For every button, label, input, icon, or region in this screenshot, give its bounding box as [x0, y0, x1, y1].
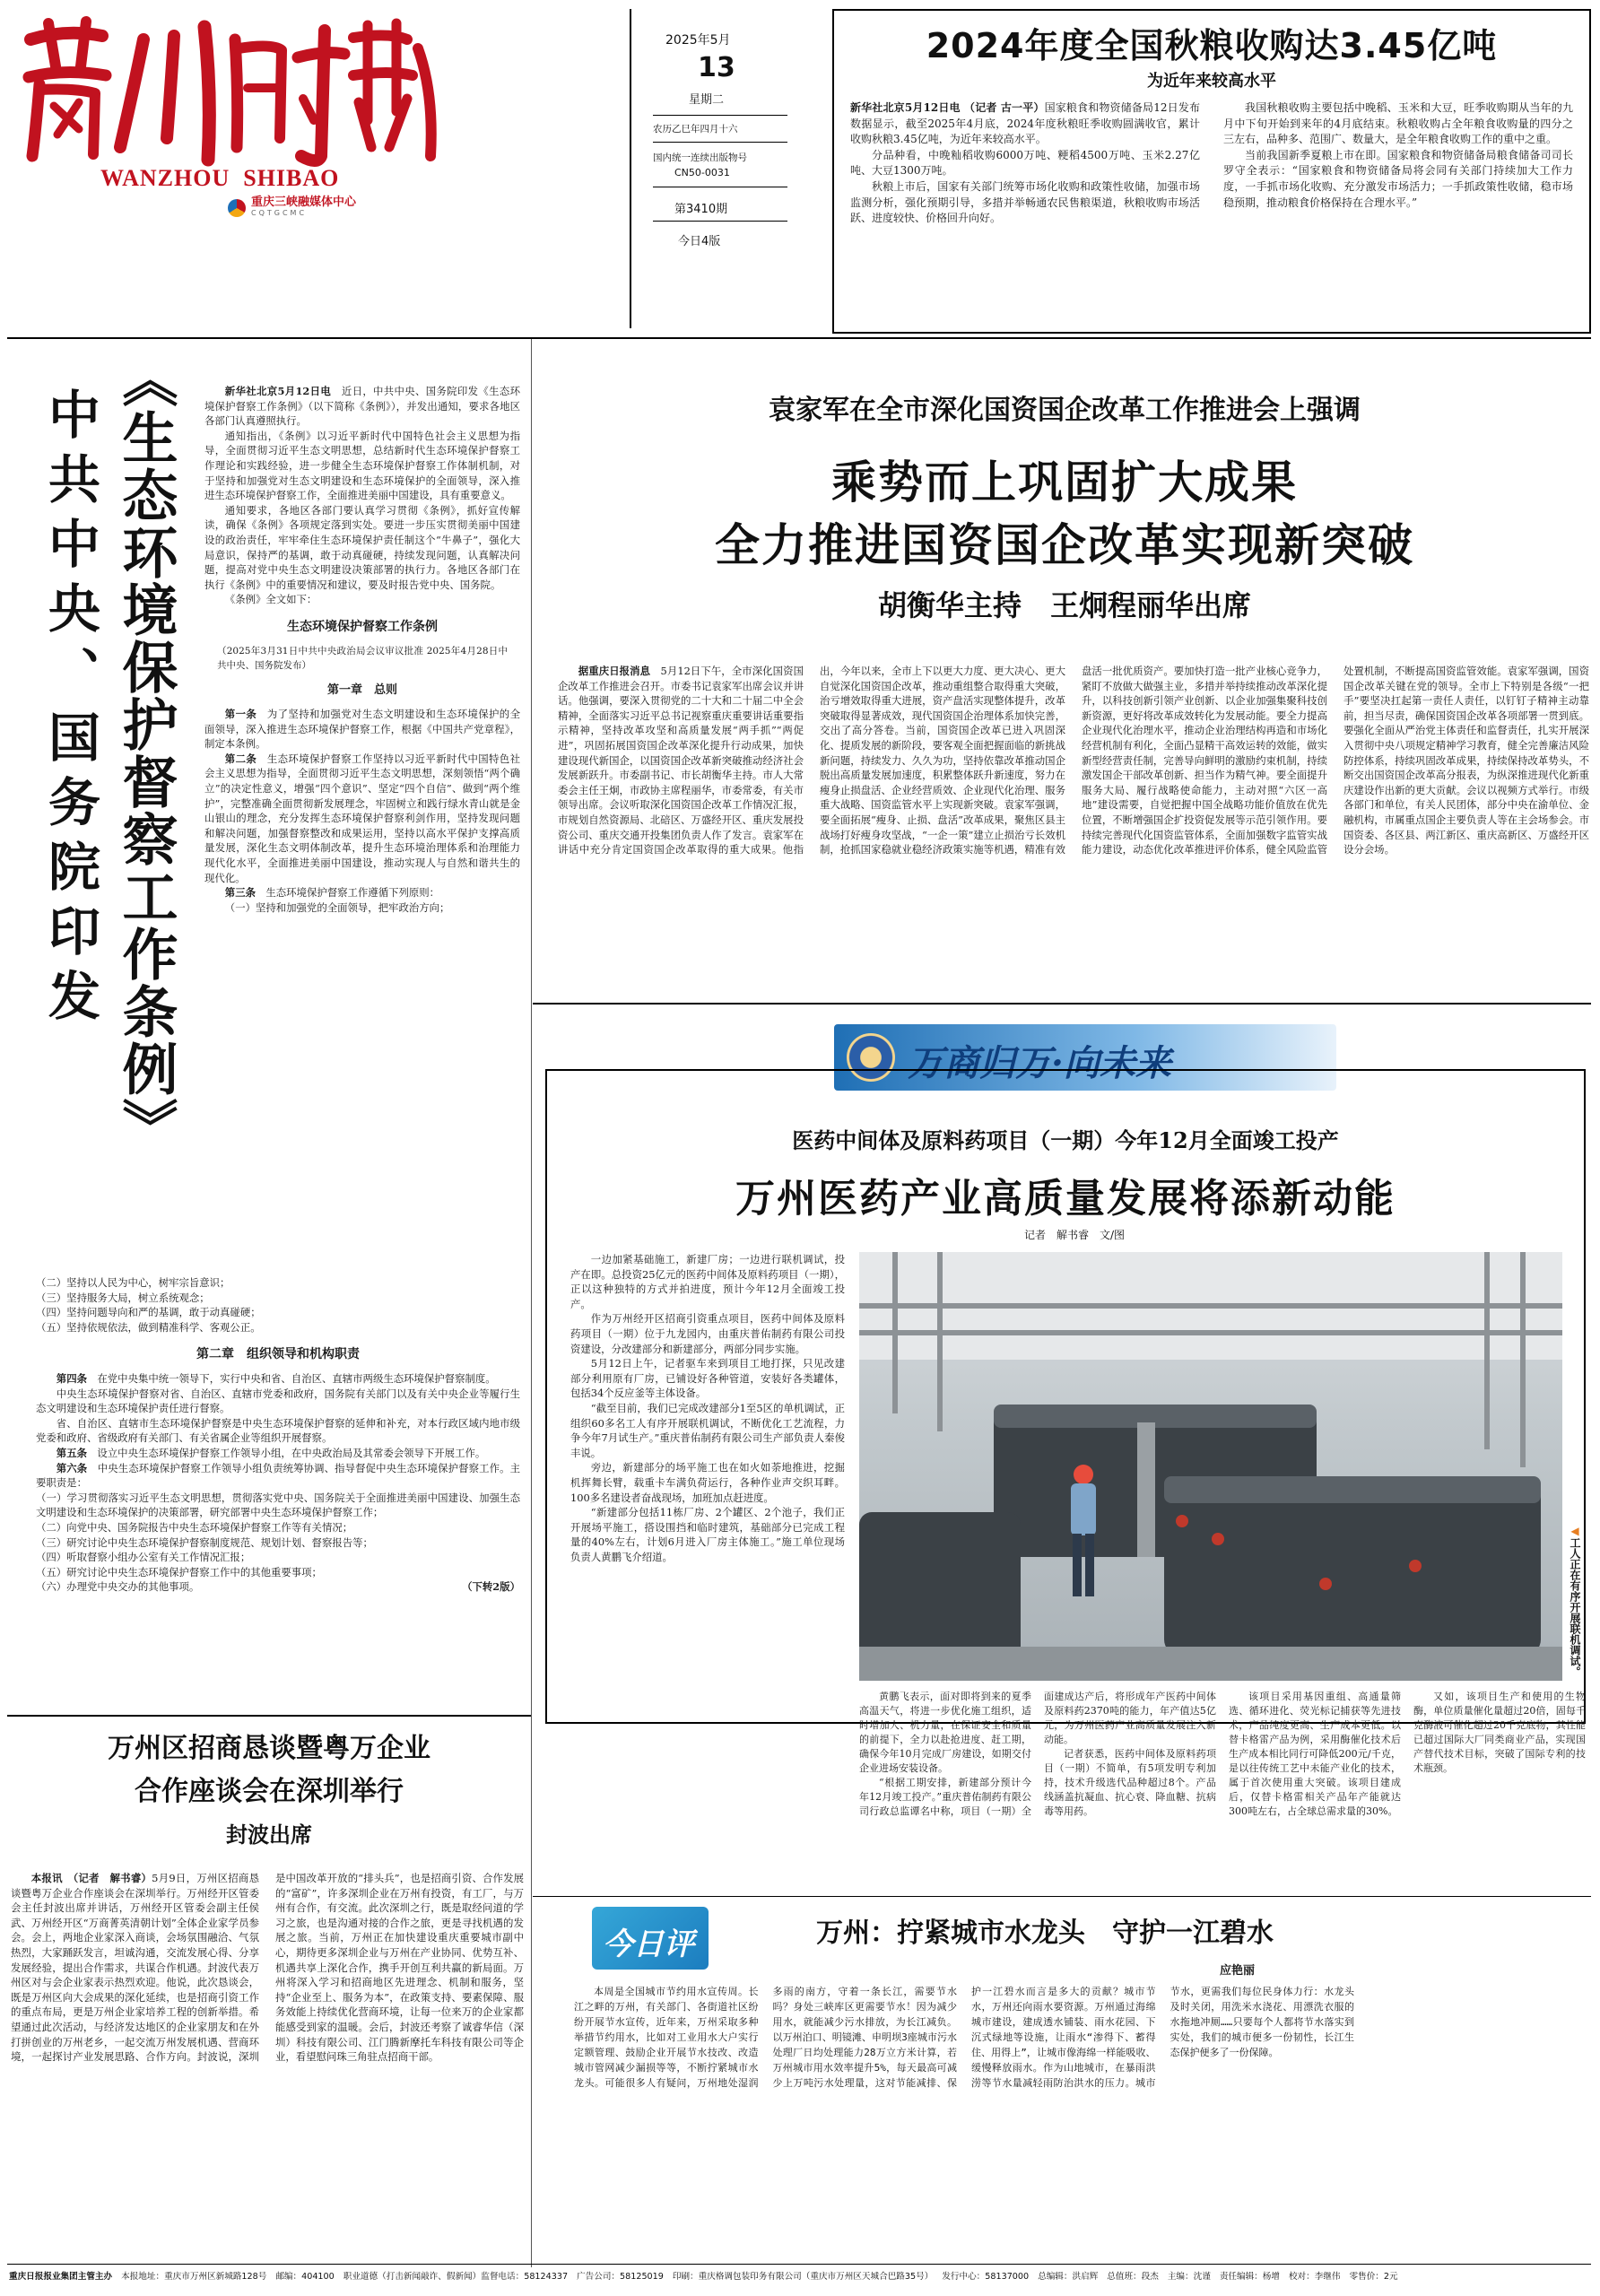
middle-story-lead: 据重庆日报消息 [578, 665, 651, 677]
feature-title: 万州医药产业高质量发展将添新动能 [735, 1176, 1396, 1222]
middle-story-body: 据重庆日报消息 5月12日下午，全市深化国资国企改革工作推进会召开。市委书记袁家军出席会议并讲话。他强调，要深入贯彻党的二十大和二十届二中全会精神，全面落实习近平总书记视察重庆重要讲话重要指示精神，坚持改革攻坚和高质量发展“两手抓”“两促进”，巩固拓展国资国企改革深化提升行动成果，加快建设现代新国企，以国资国企改革新突破推动经济社会发展新跃升。市委副书记、市长胡衡华主持。市人大常委会主任王炯，市政协主席程丽华，市委常委，有关市领导出席。会议听取深化国资国企改革工作情况汇报，市规划自然资源局、北碚区、万盛经开区、重庆发展投资公司、重庆交通开投集团负责人作了发言。袁家军在讲话中充分肯定国资国企改革取得的重大成果。他指出，今年以来，全市上下以更大力度、更大决心、更大自觉深化国资国企改革，推动重组整合取得重大突破，治亏增效取得重大进展，资产盘活实现整体提升，改革突破取得显著成效，现代国资国企治理体系加快完善，交出了高分答卷。当前，国资国企改革已进入巩固深化、提质发展的新阶段，要客观全面把握面临的新挑战新问题，持续发力、久久为功，坚持依靠改革推动国企脱出高质量发展加速度，积累整体跃升新速度，努力在瘦身止损盘活、企业经营质效、企业现代化治理、服务重大战略、国资监管水平上实现新突破。袁家军强调，要全面拓展“瘦身、止损、盘活”改革成果，聚焦区县主战场打好瘦身攻坚战，“一企一策”建立止损治亏长效机制，抢抓国家稳就业稳经济政策实施等机遇，精准有效盘活一批优质资产。要加快打造一批产业核心竞争力，紧盯不放做大做强主业，多措并举持续推动改革深化提升，以科技创新引领产业创新、以企业加强集聚科技创新资源，更好将改革成效转化为发展动能。要全力提高企业现代化治理水平，推动企业治理结构再造和市场化经营机制有利化，全面凸显精干高效运转的效能，做实新型经营责任制，完善导向鲜明的激励约束机制，持续激发国企干部改革创新、担当作为精气神。要全面提升服务大局、履行战略使命能力，主动对照“六区一高地”建设需要，自觉把握中国全战略功能价值放在优先位置，不断增强国企扩投资促发展等示范引领作用。要持续完善现代化国资监管体系，全面加强数字监管实战能力建设，动态优化改革推进评价体系，健全风险监管处置机制，不断提高国资监管效能。袁家军强调，国资国企改革关键在党的领导。全市上下特别是各级“一把手”要坚决扛起第一责任人责任，以钉钉子精神主动靠前，担当尽责，确保国资国企改革各项部署一贯到底。要强化全面从严治党主体责任和监督责任，扎实开展深入贯彻中央八项规定精神学习教育，健全完善廉洁风险防控体系，持续巩固改革成果，持续保持改革势头，不断交出国资国企改革高分报表，为纵深推进现代化新重庆建设作出新的更大贡献。会议以视频方式举行。市级各部门和单位，有关人民团体，部分中央在渝单位、金融机构，市属重点国企主要负责人等在主会场参会。市国资委、各区县、两江新区、重庆高新区、万盛经开区设分会场。 [558, 665, 1589, 857]
bottom-left-title1: 万州区招商恳谈暨粤万企业 [108, 1733, 430, 1764]
bottom-left-body: 本报讯 （记者 解书睿）5月9日，万州区招商恳谈暨粤万企业合作座谈会在深圳举行。万州经开区管委会主任封波出席并讲话，万州经开区管委会副主任侯武、万州经开区“万商菁英清朝计划”全体企业家学员参会。会上，两地企业家深入商谈，会场氛围融洽、气氛热烈，大家踊跃发言，坦诚沟通，交流发展心得、分享发展经验，提出合作需求，共谋合作机遇。封波代表万州区对与会企业家表示热烈欢迎。他说，此次恳谈会，既是万州区向大会成果的深化延续，也是招商引资工作的重点布局，更是万州企业家培养工程的创新举措。希望通过此次活动，与经济发达地区的企业家朋友和在外打拼创业的万州老乡，一起交流万州发展机遇、营商环境，一起探讨产业发展思路、合作方向。封波说，深圳是中国改革开放的“排头兵”，也是招商引资、合作发展的“富矿”，许多深圳企业在万州有投资，有工厂，与万州有合作，有交流。此次深圳之行，既是取经问道的学习之旅，也是沟通对接的合作之旅，更是寻找机遇的发展之旅。当前，万州正在加快建设重庆重要城市副中心，期待更多深圳企业与万州在产业协同、优势互补、机遇共享上深化合作，携手开创互利共赢的新局面。万州将深入学习和招商地区先进理念、机制和服务，坚持“企业至上、服务为本”，在政策支持、要素保障、服务效能上持续优化营商环境，让每一位来万的企业家都能感受到家的温暖。会后，封波还考察了诚睿华信（深圳）科技有限公司、江门腾新摩托车科技有限公司等企业，看望慰问珠三角驻点招商干部。 [11, 1872, 524, 2064]
commentary-title: 万州：拧紧城市水龙头 守护一江碧水 [816, 1918, 1274, 1949]
issue-lunar: 农历乙巳年四月十六 [653, 124, 738, 135]
masthead-pinyin: WANZHOU SHIBAO [100, 165, 340, 191]
commentary-body-a: 本周是全国城市节约用水宣传周。长江之畔的万州，有关部门、各街道社区纷纷开展节水宣传，近年来，万州采取多种举措节约用水，比如对工业用水大户实行定额管理、鼓励企业开展节水技改、改造城市管网减少漏损等等，不断拧紧城市水龙头。可能很多人有疑问，万州地处湿润多雨的南方，守着一条长江，需要节水吗？身处三峡库区更需要节水！因为减少用水，就能减少污水排放，为长江减负。以万州泊口、明镜滩、申明坝3座城市污水处理厂日均处理能力28万立方米计算，若万州城市用水效率提升5%，每天最高可减少上万吨污水处理量，这对节能减排、保护一江碧水而言是多大的贡献？城市节水，万州还向雨水要资源。万州通过海绵城市建设，建成透水铺装、雨水花园、下沉式绿地等设施，让雨水“渗得下、蓄得住、用得上”，让城市像海绵一样能吸收、缓慢释放雨水。作为山地城市，在暴雨洪涝等节水量减轻雨防治洪水的压力。城市节水，更需我们每位民身体力行：水龙头及时关闭，用洗米水浇花、用漂洗衣服的水拖地冲厕……只要每个人都将节水落实到实处，我们的城市便多一份韧性，长江生态保护便多了一份保障。 [574, 1986, 1354, 2089]
feature-kicker: 医药中间体及原料药项目（一期）今年12月全面竣工投产 [792, 1127, 1339, 1153]
masthead-logo [13, 13, 439, 167]
commentary-author: 应艳丽 [1220, 1964, 1256, 1978]
commentary-logo [592, 1907, 709, 1970]
regulation-note: （2025年3月31日中共中央政治局会议审议批准 2025年4月28日中共中央、国务院发布） [217, 645, 508, 671]
issue-day: 13 [698, 52, 735, 83]
chapter-2: 第二章 组织领导和机构职责 [196, 1347, 360, 1362]
bottom-left-title2: 合作座谈会在深圳举行 [135, 1776, 404, 1807]
media-center-name: 重庆三峡融媒体中心 [251, 196, 357, 209]
bottom-left-deck: 封波出席 [226, 1822, 312, 1848]
feature-body-rest: 黄鹏飞表示，面对即将到来的夏季高温天气，将进一步优化施工组织，适时增加人、机力量，在保证安全和质量的前提下，全力以赴抢进度、赶工期，确保今年10月完成厂房建设，如期交付企业进场安装设备。 “根据工期安排，新建部分预计今年12月竣工投产。”重庆普佑制药有限公司行政总监谭名中称，项目（一期）全面建成达产后，将形成年产医药中间体及原料药2370吨的能力，年产值达5亿元，为万州医药产业高质量发展注入新动能。 记者获悉，医药中间体及原料药项目（一期）不简单，有5项发明专利加持，技术升级选代品种超过8个。产品线涵盖抗凝血、抗心衰、降血糖、抗病毒等用药。 该项目采用基因重组、高通量筛选、循环进化、荧光标记捕获等先进技术，产品纯度更高、生产成本更低。以替卡格雷产品为例，采用酶催化技术后生产成本相比同行可降低200元/千克，是以往传统工艺中未能产业化的技术，属于首次使用重大突破。该项目建成后，仅替卡格雷相关产品年产能就达300吨左右，占全球总需求量的30%。 又如，该项目生产和使用的生物酶，单位质量催化量超过20倍，固每千克酶液可催化超过20千克底物，其性能已超过国际大厂同类商业产品，实现国产替代技术目标，突破了国际专利的技术瓶颈。 [859, 1691, 1586, 1817]
feature-banner-text: 万商归万·向未来 [908, 1042, 1171, 1084]
middle-story-title2: 全力推进国资国企改革实现新突破 [715, 519, 1414, 571]
left-headline: 中共中央、国务院印发 [39, 387, 100, 1033]
issue-date: 2025年5月 [665, 33, 731, 48]
feature-body-col1: 一边加紧基础施工，新建厂房；一边进行联机调试，投产在即。总投资25亿元的医药中间体及原料药项目（一期），正以这种独特的方式并拍进度，预计今年12月全面竣工投产。 作为万州经开区招商引资重点项目，医药中间体及原料药项目（一期）位于九龙园内，由重庆普佑制药有限公司投资建设，分改建部分和新建部分，两部分同步实施。 5月12日上午，记者驱车来到项目工地打探，只见改建部分利用原有厂房，已铺设好各种管道，安装好各类罐体，包括34个反应釜等主体设备。 “截至目前，我们已完成改建部分1至5区的单机调试，正组织60多名工人有序开展联机调试，不断优化工艺流程，力争今年7月试生产。”重庆普佑制药有限公司生产部负责人秦俊丰说。 旁边，新建部分的场平施工也在如火如荼地推进，挖掘机挥舞长臂，载重卡车满负荷运行，各种作业声交织耳畔。100多名建设者奋战现场，加班加点赶进度。 “新建部分包括11栋厂房、2个罐区、2个池子，我们正开展场平施工，搭设围挡和临时建筑，基础部分已完成工程量的40%左右，计划6月进入厂房主体施工。”施工单位现场负责人黄鹏飞介绍道。 [570, 1253, 845, 1563]
middle-story-deck: 胡衡华主持 王炯程丽华出席 [877, 588, 1251, 622]
left-story-intro: 新华社北京5月12日电 近日，中共中央、国务院印发《生态环境保护督察工作条例》（以下简称《条例》），并发出通知，要求各地区各部门认真遵照执行。 通知指出，《条例》以习近平新时代中国特色社会主义思想为指导，全面贯彻习近平生态文明思想，总结新时代生态环境保护督察工作理论和实践经验，进一步健全生态环境保护督察工作体制机制，对于坚持和加强党对生态文明建设和生态环境保护的全面领导，深入推进生态环境保护督察工作，全面推进美丽中国建设，具有重要意义。 通知要求，各地区各部门要认真学习贯彻《条例》，抓好宣传解读，确保《条例》各项规定落到实处。要进一步压实贯彻美丽中国建设的政治责任，牢牢牵住生态环境保护责任制这个“牛鼻子”，强化大局意识，保持严的基调，敢于动真碰硬，持续发现问题，认真解决问题，提高对党中央生态文明建设决策部署的执行力。各地区各部门在执行《条例》中的重要情况和建议，要及时报告党中央、国务院。 《条例》全文如下： 生态环境保护督察工作条例 （2025年3月31日中共中央政治局会议审议批准 2025年4月28日中共中央、国务院发布） 第一章 总则 第一条 为了坚持和加强党对生态文明建设和生态环境保护的全面领导，深入推进生态环境保护督察工作，根据《中国共产党章程》，制定本条例。 第二条 生态环境保护督察工作坚持以习近平新时代中国特色社会主义思想为指导，全面贯彻习近平生态文明思想，深刻领悟“两个确立”的决定性意义，增强“四个意识”、坚定“四个自信”、做到“两个维护”，完整准确全面贯彻新发展理念，牢固树立和践行绿水青山就是金山银山的理念，充分发挥生态环境保护督察利剑作用，坚持发现问题和解决问题，加强督察整改和成果运用，坚持以高水平保护支撑高质量发展，深化生态文明体制改革，提升生态环境治理体系和治理能力现代化水平，全面推进美丽中国建设，推动实现人与自然和谐共生的现代化。 第三条 生态环境保护督察工作遵循下列原则： （一）坚持和加强党的全面领导，把牢政治方向； [204, 385, 520, 914]
issue-number: 第3410期 [674, 203, 728, 216]
masthead [7, 5, 613, 226]
feature-byline: 记者 解书睿 文/图 [1024, 1229, 1126, 1241]
top-story-lead: 新华社北京5月12日电 （记者 古一平） [850, 101, 1045, 114]
top-story-title: 2024年度全国秋粮收购达3.45亿吨 [926, 26, 1498, 65]
media-center-en: CQTGCMC [251, 209, 308, 217]
middle-story-title1: 乘势而上巩固扩大成果 [831, 457, 1298, 509]
caption-arrow-icon: ◀ [1569, 1525, 1581, 1537]
feature-photo [859, 1252, 1562, 1681]
top-story-body: 新华社北京5月12日电 （记者 古一平）国家粮食和物资储备局12日发布数据显示，截至2025年4月底，2024年度秋粮旺季收购圆满收官，累计收购秋粮3.45亿吨，为近年来较高水平。 分品种看，中晚籼稻收购6000万吨、粳稻4500万吨、玉米2.27亿吨、大豆1300万吨。 秋粮上市后，国家有关部门统筹市场化收购和政策性收储，加强市场监测分析，强化预期引导，多措并举畅通农民售粮渠道，秋粮收购市场活跃、进度较快、价格回升向好。 我国秋粮收购主要包括中晚稻、玉米和大豆，旺季收购期从当年的九月中下旬开始到来年的4月底结束。秋粮收购占全年粮食收购量的四分之三左右，品种多、范围广、数量大，是全年粮食收购工作的重中之重。 当前我国新季夏粮上市在即。国家粮食和物资储备局粮食储备司司长罗守全表示：“国家粮食和物资储备局将会同有关部门持续加大工作力度，一手抓市场化收购、充分激发市场活力；一手抓政策性收储，稳市场稳预期，推动粮食价格保持在合理水平。” [850, 101, 1573, 225]
media-center-icon [228, 199, 246, 217]
issue-weekday: 星期二 [689, 93, 725, 107]
feature-photo-caption: ◀工人正在有序开展联机调试。 [1569, 1525, 1581, 1677]
media-center-logo [228, 197, 356, 219]
middle-story-kicker: 袁家军在全市深化国资国企改革工作推进会上强调 [769, 395, 1361, 426]
chapter-1: 第一章 总则 [326, 683, 397, 697]
top-story [832, 9, 1591, 334]
issue-cn-number: CN50-0031 [674, 167, 730, 178]
issue-pages: 今日4版 [678, 235, 721, 248]
regulation-title: 生态环境保护督察工作条例 [287, 619, 438, 634]
bottom-left-lead: 本报讯 （记者 解书睿） [30, 1872, 152, 1884]
continued-note: （下转2版） [462, 1580, 520, 1594]
commentary-logo-text: 今日评 [603, 1926, 694, 1962]
left-headline-title: 《生态环境保护督察工作条例》 [113, 352, 178, 1155]
issue-cn-code: 国内统一连续出版物号 [653, 152, 747, 163]
factory-scene-icon [859, 1252, 1562, 1681]
top-story-subtitle: 为近年来较高水平 [1147, 72, 1276, 91]
left-story-articles: （二）坚持以人民为中心，树牢宗旨意识； （三）坚持服务大局，树立系统观念； （四）坚持问题导向和严的基调，敢于动真碰硬； （五）坚持依规依法，做到精准科学、客观公正。 第二章 组织领导和机构职责 第四条 在党中央集中统一领导下，实行中央和省、自治区、直辖市两级生态环境保护督察制度。 中央生态环境保护督察对省、自治区、直辖市党委和政府，国务院有关部门以及有关中央企业等履行生态文明建设和生态环境保护责任进行督察。 省、自治区、直辖市生态环境保护督察是中央生态环境保护督察的延伸和补充，对本行政区域内地市级党委和政府、省级政府有关部门、有关省属企业等组织开展督察。 第五条 设立中央生态环境保护督察工作领导小组，在中央政治局及其常委会领导下开展工作。 第六条 中央生态环境保护督察工作领导小组负责统筹协调、指导督促中央生态环境保护督察工作。主要职责是： （一）学习贯彻落实习近平生态文明思想，贯彻落实党中央、国务院关于全面推进美丽中国建设、加强生态文明建设和生态环境保护的决策部署，研究部署中央生态环境保护督察工作； （二）向党中央、国务院报告中央生态环境保护督察工作等有关情况； （三）研究讨论中央生态环境保护督察制度规范、规划计划、督察报告等； （四）听取督察小组办公室有关工作情况汇报； （五）研究讨论中央生态环境保护督察工作中的其他重要事项； （六）办理党中央交办的其他事项。 （下转2版） [36, 1276, 520, 1594]
footer: 重庆日报报业集团主管主办 本报地址：重庆市万州区新城路128号 邮编：404100 职业道德（打击新闻敲诈、假新闻）监督电话：58124337 广告公司：58125019 印刷：重庆格调包装印务有限公司（重庆市万州区天城合巴路35号） 发行中心：58137000 总编辑：洪启辉 总值班：段杰 主编：沈谨 责任编辑：杨增 校对：李继伟 零售价：2元 [9, 2272, 1398, 2282]
issue-box [630, 9, 825, 328]
